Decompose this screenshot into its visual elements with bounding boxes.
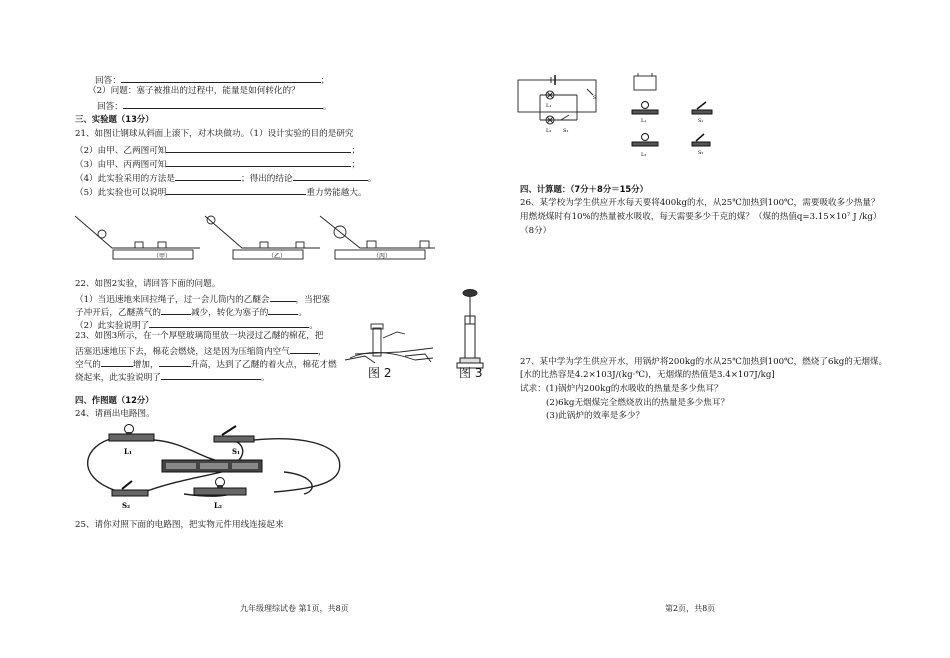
q20-answer2 [97, 99, 331, 113]
q26-line1: 26、某学校为学生供应开水每天要将400kg的水，从25℃加热到100℃，需要吸收多少热量？ [520, 198, 880, 208]
blank [290, 344, 318, 354]
right-footer: 第2页，共8页 [665, 604, 716, 613]
q23-line4 [75, 370, 270, 384]
label-L1: L₁ [124, 447, 132, 456]
q27-line3: 试求：(1)锅炉内200kg的水吸收的热量是多少焦耳？ [520, 384, 723, 394]
text: 升高，达到了乙醚的着火点，棉花才燃 [190, 360, 337, 370]
label-L2: L₂ [641, 152, 647, 158]
component-lamp-L2 [632, 134, 658, 159]
q23-line1: 23、如图3所示，在一个厚壁玻璃筒里放一块浸过乙醚的棉花，把 [75, 331, 324, 341]
q21-line2 [75, 143, 360, 157]
q25-components [630, 72, 720, 160]
answer-blank [121, 73, 321, 83]
blank [166, 143, 351, 153]
q25-prompt: 25、请你对照下面的电路图，把实物元件用线连接起来 [75, 520, 284, 530]
blank [166, 185, 306, 195]
q21-line3 [75, 157, 360, 171]
text: ；得出的结论 [241, 174, 293, 184]
battery-box [634, 73, 656, 90]
punct: 。 [322, 102, 332, 112]
label-S1: S₁ [698, 118, 704, 124]
incline-jia [75, 216, 200, 259]
label-L2: L₂ [546, 128, 552, 134]
figure-2-caption: 图 2 [368, 366, 392, 380]
blank [149, 318, 309, 328]
lamp-L1-board [109, 425, 154, 457]
punct: ； [320, 76, 330, 86]
q27-line5: (3)此锅炉的效率是多少？ [546, 411, 645, 421]
label-S1: S₁ [232, 447, 241, 456]
q27-line2: [水的比热容是4.2×103J/(kg·℃)，无烟煤的热值是3.4×107J/kg] [520, 370, 775, 380]
q21-line4 [75, 171, 376, 185]
text: （2）由甲、乙两图可知 [75, 146, 167, 156]
switch-S2-board [112, 481, 148, 510]
answer-label: 回答： [97, 102, 123, 112]
answer-label: 回答： [95, 76, 121, 86]
label-L1: L₁ [546, 103, 552, 109]
section-4-title: 四、作图题（12分） [75, 395, 154, 405]
punct: ； [351, 146, 361, 156]
punct: 。 [309, 321, 318, 331]
text: （4）此实验采用的方法是 [75, 174, 175, 184]
lamp-L2-board [194, 478, 246, 511]
text: （5）此实验也可以说明 [75, 188, 167, 198]
label-bing: （丙） [373, 253, 392, 260]
text: （3）由甲、丙两图可知 [75, 160, 167, 170]
blank [270, 292, 296, 302]
punct: 。 [367, 174, 377, 184]
blank [166, 157, 351, 167]
text: 空气的 [75, 360, 101, 370]
label-L1: L₁ [641, 118, 647, 124]
incline-yi [205, 216, 320, 259]
text: 减少，转化为塞子的 [190, 308, 269, 318]
q21-line5 [75, 185, 367, 199]
component-lamp-L1 [632, 102, 658, 125]
label-L2: L₂ [214, 501, 222, 510]
q24-prompt: 24、请画出电路图。 [75, 409, 155, 419]
q26-line2: 用燃烧煤时有10%的热量被水吸收，每天需要多少千克的煤？（煤的热值q=3.15×10⁷ J /kg） [520, 212, 882, 222]
q25-schematic [515, 75, 605, 137]
switch-S1-board [214, 426, 254, 456]
blank [161, 370, 261, 380]
right-page [475, 0, 950, 658]
punct: ； [351, 160, 361, 170]
left-footer: 九年级理综试卷 第1页，共8页 [240, 604, 349, 613]
text: 增加， [132, 360, 159, 370]
q26-line3: （8分） [520, 226, 552, 236]
text: 子冲开后，乙醚蒸气的 [75, 308, 161, 318]
label-S2: S₂ [698, 150, 704, 156]
answer-blank [123, 99, 323, 109]
figure-3-caption: 图 3 [459, 366, 483, 380]
battery-pack [162, 460, 262, 472]
q27-line4: (2)6kg无烟煤完全燃烧放出的热量是多少焦耳？ [546, 398, 730, 408]
label-yi: （乙） [268, 253, 287, 260]
q24-physical-circuit [74, 420, 364, 515]
text: ，当把塞 [295, 295, 330, 305]
label-S: S [593, 95, 597, 101]
punct: ， [317, 347, 327, 357]
text: （2）此实验说明了 [75, 321, 150, 331]
section-3-title: 三、实验题（13分） [75, 114, 154, 124]
label-S2: S₂ [122, 501, 131, 510]
blank [293, 171, 368, 181]
punct: 。 [298, 308, 307, 318]
blank [101, 357, 133, 367]
q21-line1: 21、如图让钢球从斜面上滚下，对木块做功。（1）设计实验的目的是研究 [75, 129, 354, 139]
blank [159, 357, 191, 367]
incline-figures [70, 210, 440, 265]
blank [161, 305, 191, 315]
q22-line1: 22、如图2实验，请回答下面的问题。 [75, 279, 221, 289]
text: 重力势能越大。 [306, 188, 367, 198]
q20-part2: （2）问题：塞子被推出的过程中，能量是如何转化的？ [88, 86, 300, 96]
q27-line1: 27、某中学为学生供应开水，用锅炉将200kg的水从25℃加热到100℃，燃烧了6kg的无烟煤。 [520, 357, 888, 367]
calc-section-title: 四、计算题：（7分＋8分＝15分） [520, 184, 648, 194]
text: 活塞迅速地压下去，棉花会燃烧，这是因为压缩筒内空气 [75, 347, 290, 357]
punct: 。 [260, 373, 270, 383]
label-jia: （甲） [153, 253, 172, 260]
text: （1）当迅速地来回拉绳子，过一会儿筒内的乙醚会 [75, 295, 270, 305]
text: 烧起来，此实验说明了 [75, 373, 161, 383]
label-S2: S₂ [563, 128, 569, 134]
blank [175, 171, 241, 181]
component-switch-S1 [692, 102, 712, 124]
blank [268, 305, 298, 315]
component-switch-S2 [692, 134, 710, 156]
